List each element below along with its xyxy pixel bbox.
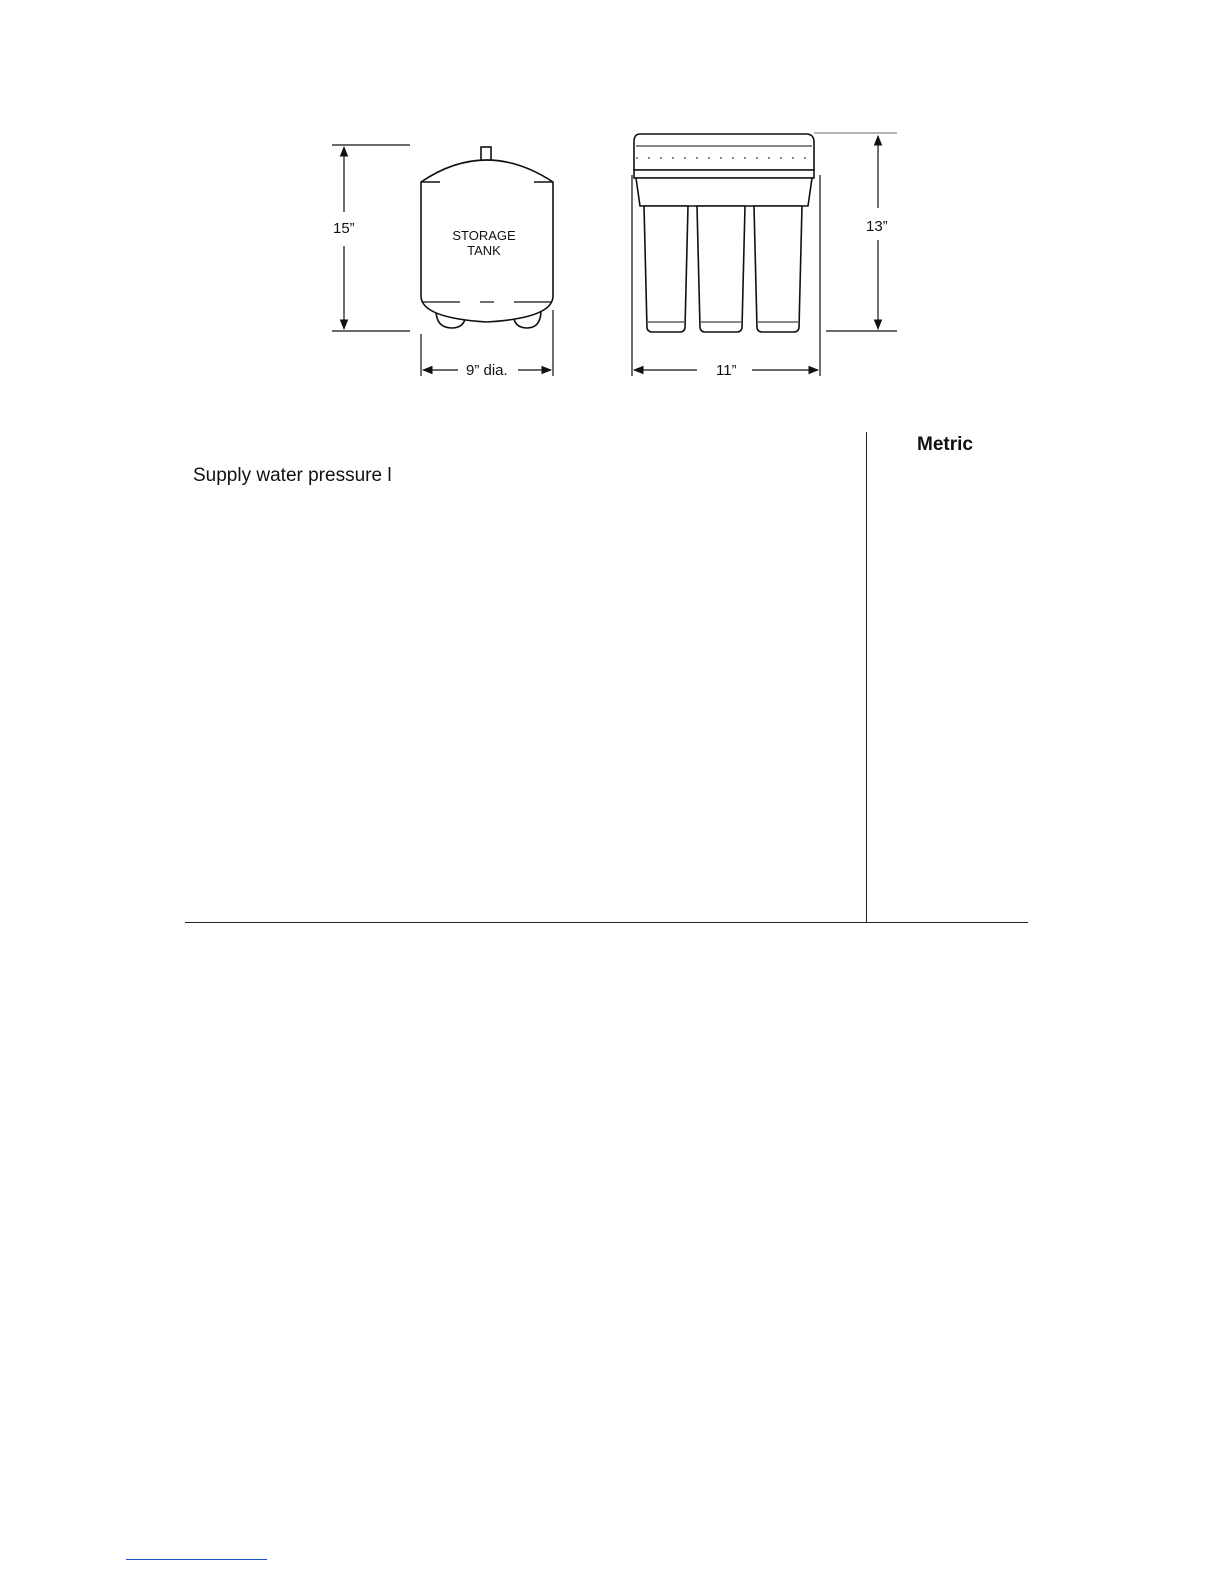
tank-height-dimension <box>332 145 410 331</box>
tank-width-label: 9” dia. <box>466 362 508 379</box>
tank-height-label: 15” <box>333 220 355 237</box>
filter-width-label: 11” <box>716 362 737 379</box>
specifications-table <box>185 432 1028 923</box>
tank-label-line1: STORAGE <box>452 228 516 243</box>
dimension-diagram <box>0 0 1224 400</box>
footer-rule <box>126 1559 267 1560</box>
filter-height-label: 13” <box>866 218 888 235</box>
filter-unit-drawing <box>634 134 814 332</box>
metric-column-header: Metric <box>917 434 973 455</box>
supply-water-pressure-label: Supply water pressure l <box>193 465 392 486</box>
column-divider <box>866 432 867 922</box>
tank-label-line2: TANK <box>467 243 501 258</box>
